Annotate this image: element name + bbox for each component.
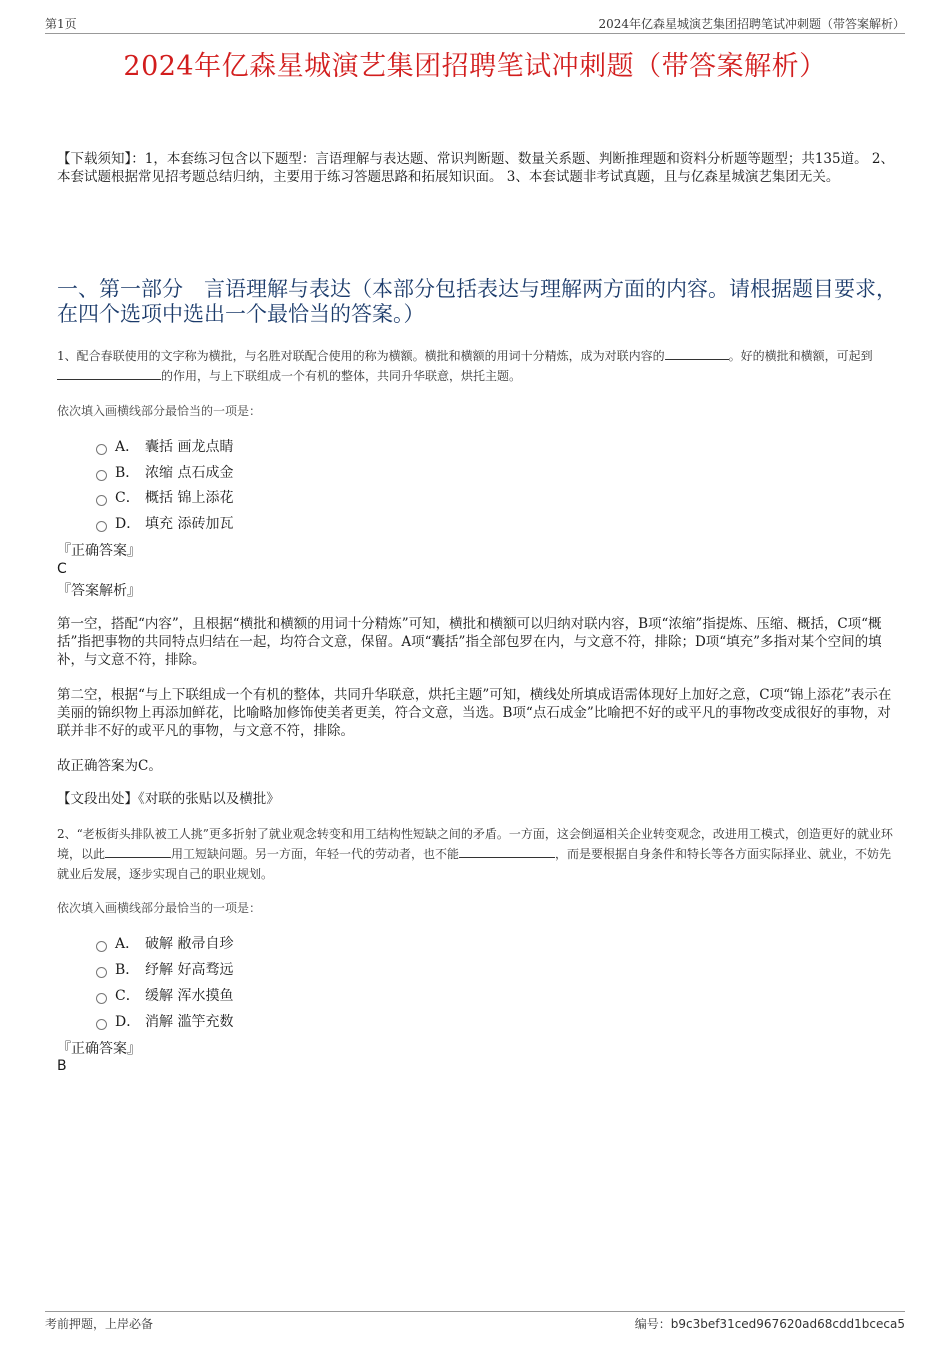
question-1-instruction: 依次填入画横线部分最恰当的一项是：	[57, 404, 262, 418]
radio-icon[interactable]	[96, 444, 107, 455]
radio-icon[interactable]	[96, 967, 107, 978]
radio-icon[interactable]	[96, 470, 107, 481]
question-2-instruction: 依次填入画横线部分最恰当的一项是：	[57, 901, 262, 915]
blank-1	[665, 347, 729, 360]
q2-option-c[interactable]: C． 缓解 浑水摸鱼	[96, 985, 233, 1005]
q2-option-d[interactable]: D． 消解 滥竽充数	[96, 1011, 233, 1031]
header-rule	[45, 33, 905, 34]
header-doc-title: 2024年亿森星城演艺集团招聘笔试冲刺题（带答案解析）	[598, 17, 905, 31]
q2-answer-heading: 『正确答案』	[57, 1041, 141, 1057]
blank-1	[105, 845, 171, 858]
q2-option-b[interactable]: B． 纾解 好高骛远	[96, 959, 233, 979]
q1-option-b[interactable]: B． 浓缩 点石成金	[96, 462, 233, 482]
download-notice: 【下载须知】：1，本套练习包含以下题型：言语理解与表达题、常识判断题、数量关系题、判断推理题和资料分析题等题型；共135道。 2、本套试题根据常见招考题总结归纳，主要用于练习答题思路和拓展知识面。 3、本套试题非考试真题，且与亿森星城演艺集团无关。	[57, 151, 894, 185]
q1-analysis-1: 第一空，搭配“内容”，且根据“横批和横额的用词十分精炼”可知，横批和横额可以归纳对联内容，B项“浓缩”指提炼、压缩、概括，C项“概括”指把事物的共同特点归结在一起，均符合文意，保留。A项“囊括”指全部包罗在内，与文意不符，排除；D项“填充”多指对某个空间的填补，与文意不符，排除。	[57, 616, 882, 668]
q1-answer: C	[57, 561, 67, 577]
radio-icon[interactable]	[96, 521, 107, 532]
page-number: 第1页	[45, 17, 77, 31]
q2-answer: B	[57, 1058, 67, 1074]
radio-icon[interactable]	[96, 941, 107, 952]
q1-conclusion: 故正确答案为C。	[57, 758, 162, 774]
radio-icon[interactable]	[96, 993, 107, 1004]
q1-analysis-2: 第二空，根据“与上下联组成一个有机的整体，共同升华联意，烘托主题”可知，横线处所填成语需体现好上加好之意，C项“锦上添花”表示在美丽的锦织物上再添加鲜花，比喻略加修饰使美者更美，符合文意，当选。B项“点石成金”比喻把不好的或平凡的事物改变成很好的事物，对联并非不好的或平凡的事物，与文意不符，排除。	[57, 687, 892, 739]
q1-option-d[interactable]: D． 填充 添砖加瓦	[96, 513, 233, 533]
q1-analysis-heading: 『答案解析』	[57, 583, 141, 599]
footer-code: 编号：b9c3bef31ced967620ad68cdd1bceca5	[634, 1317, 905, 1331]
q1-option-c[interactable]: C． 概括 锦上添花	[96, 487, 233, 507]
question-2-text: 2、“老板街头排队被工人挑”更多折射了就业观念转变和用工结构性短缺之间的矛盾。一方面，这会倒逼相关企业转变观念，改进用工模式，创造更好的就业环境，以此 用工短缺问题。另一方面，年轻一代的劳动者，也不能 ，而是要根据自身条件和特长等各方面实际择业、就业，不妨先就业后发展，逐步实现自己的职业规划。	[57, 827, 893, 881]
blank-2	[57, 367, 161, 380]
radio-icon[interactable]	[96, 495, 107, 506]
footer-slogan: 考前押题，上岸必备	[45, 1317, 154, 1331]
q2-option-a[interactable]: A． 破解 敝帚自珍	[96, 933, 233, 953]
q1-source: 【文段出处】《对联的张贴以及横批》	[57, 791, 280, 807]
q1-option-a[interactable]: A． 囊括 画龙点睛	[96, 436, 233, 456]
page-title: 2024年亿森星城演艺集团招聘笔试冲刺题（带答案解析）	[123, 51, 827, 82]
question-1-text: 1、配合春联使用的文字称为横批，与名胜对联配合使用的称为横额。横批和横额的用词十分精炼，成为对联内容的 。好的横批和横额，可起到的作用，与上下联组成一个有机的整体，共同升华联意，烘托主题。	[57, 349, 873, 383]
radio-icon[interactable]	[96, 1019, 107, 1030]
q1-answer-heading: 『正确答案』	[57, 543, 141, 559]
footer-rule	[45, 1311, 905, 1312]
blank-2	[459, 845, 555, 858]
section-heading: 一、第一部分 言语理解与表达（本部分包括表达与理解两方面的内容。请根据题目要求，在四个选项中选出一个最恰当的答案。）	[57, 277, 897, 326]
